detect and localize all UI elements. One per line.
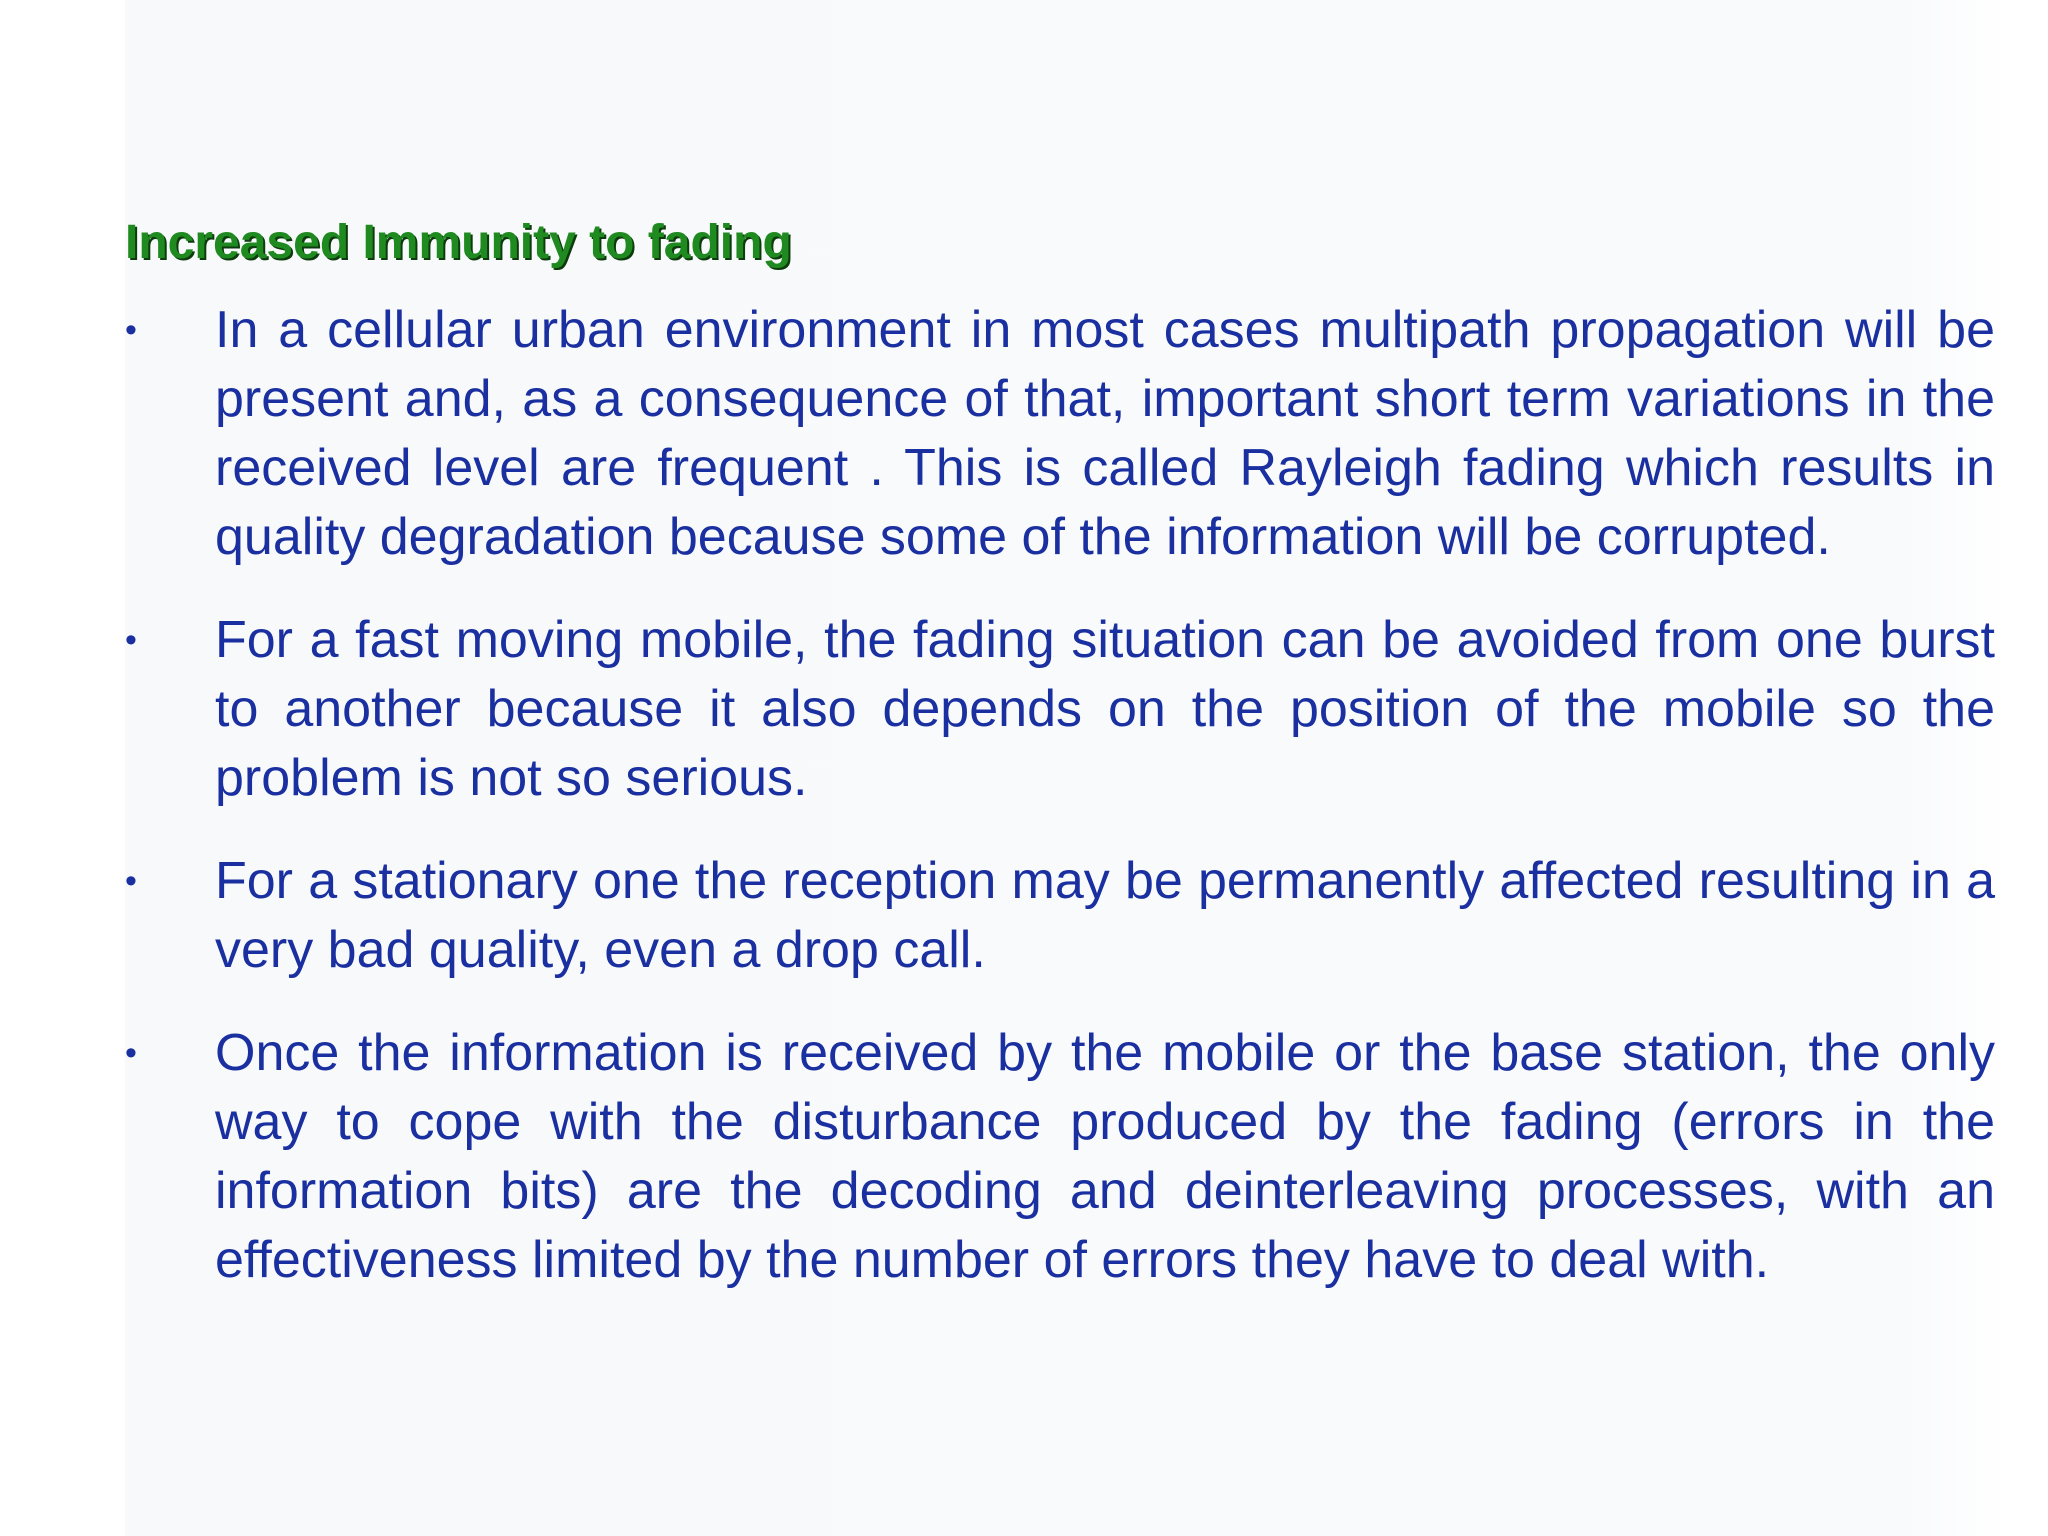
bullet-icon: • <box>125 1034 137 1072</box>
list-item <box>125 1019 1995 1295</box>
list-item <box>125 606 1995 813</box>
bullet-text: Once the information is received by the mobile or the base station, the only way to cope with the disturbance produced by the fading (errors in the information bits) are the decoding and deinterleaving processes, with an effectiveness limited by the number of errors they have to deal with. <box>215 1024 1995 1289</box>
bullet-text: For a stationary one the reception may be permanently affected resulting in a very bad quality, even a drop call. <box>215 852 1995 979</box>
bullet-text: In a cellular urban environment in most cases multipath propagation will be present and, as a consequence of that, important short term variations in the received level are frequent . This is called Rayleigh fading which results in quality degradation because some of the information will be corrupted. <box>215 301 1995 566</box>
bullet-icon: • <box>125 862 137 900</box>
bullet-text: For a fast moving mobile, the fading situation can be avoided from one burst to another because it also depends on the position of the mobile so the problem is not so serious. <box>215 611 1995 807</box>
bullet-icon: • <box>125 621 137 659</box>
slide-title: Increased Immunity to fading <box>125 216 792 269</box>
list-item <box>125 847 1995 985</box>
bullet-list <box>125 296 1995 1329</box>
list-item <box>125 296 1995 572</box>
bullet-icon: • <box>125 311 137 349</box>
